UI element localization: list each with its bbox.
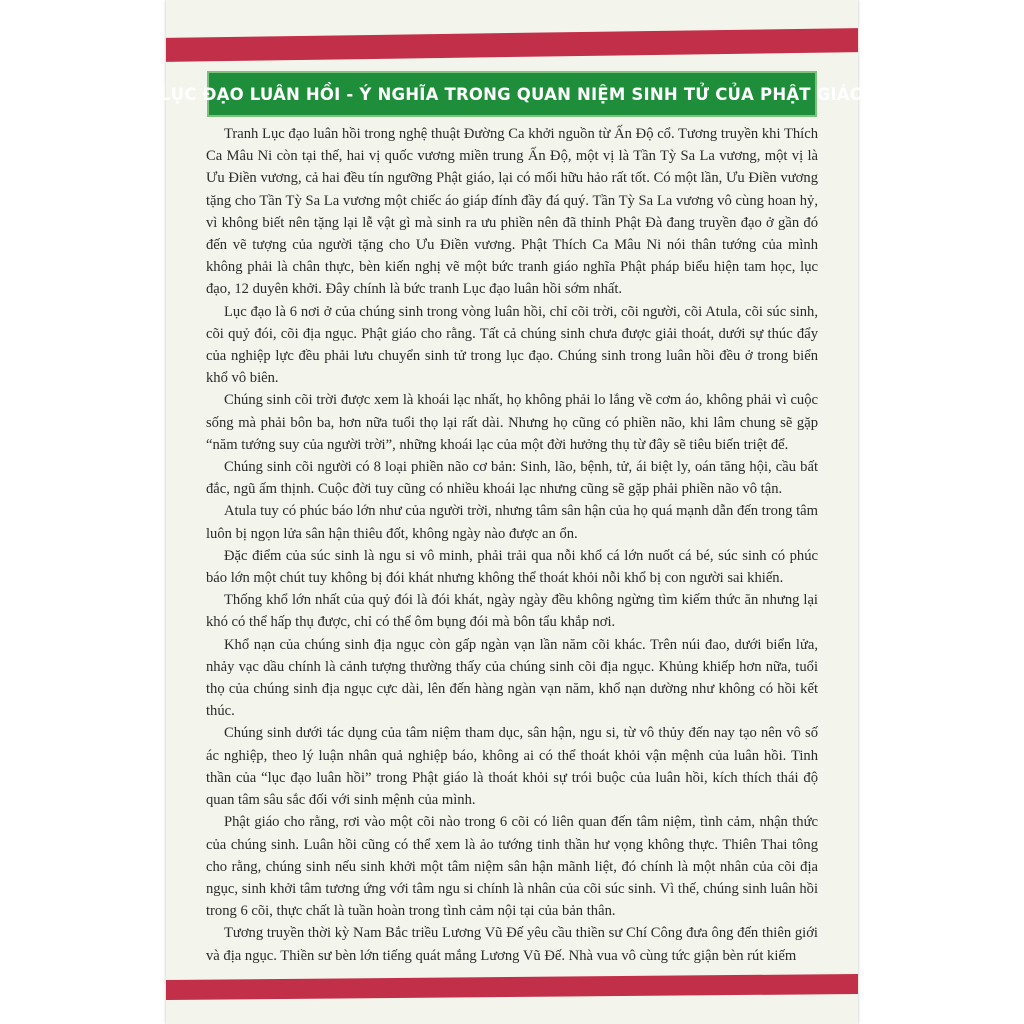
paragraph: Khổ nạn của chúng sinh địa ngục còn gấp ngàn vạn lần năm cõi khác. Trên núi đao, dưới biển lửa, nhảy vạc dầu chính là cảnh tượng thường thấy của chúng sinh cõi địa ngục. Khủng khiếp hơn nữa, tuổi thọ của chúng sinh địa ngục cực dài, lên đến hàng ngàn vạn năm, khổ nạn dường như không có hồi kết thúc. xyxy=(206,636,818,720)
paragraph: Chúng sinh dưới tác dụng của tâm niệm tham dục, sân hận, ngu si, từ vô thủy đến nay tạo nên vô số ác nghiệp, theo lý luận nhân quả nghiệp báo, không ai có thể thoát khỏi vận mệnh của luân hồi. Tinh thần của “lục đạo luân hồi” trong Phật giáo là thoát khỏi sự trói buộc của luân hồi, kích thích thái độ quan tâm sâu sắc đối với sinh mệnh của mình. xyxy=(206,725,818,809)
chapter-title-banner xyxy=(160,71,864,117)
paragraph: Phật giáo cho rằng, rơi vào một cõi nào trong 6 cõi có liên quan đến tâm niệm, tình cảm, nhận thức của chúng sinh. Luân hồi cũng có thể xem là ảo tướng tinh thần hư vọng không thực. Thiên Thai tông cho rằng, chúng sinh nếu sinh khởi một tâm niệm sân hận mãnh liệt, đó chính là một nhân của cõi địa ngục, sinh khởi tâm tương ứng với tâm ngu si chính là nhân của cõi súc sinh. Vì thế, chúng sinh luân hồi trong 6 cõi, thực chất là tuần hoàn trong tình cảm nội tại của bản thân. xyxy=(206,814,818,920)
paragraph: Chúng sinh cõi trời được xem là khoái lạc nhất, họ không phải lo lắng về cơm áo, không phải vì cuộc sống mà phải bôn ba, hơn nữa tuổi thọ lại rất dài. Nhưng họ cũng có phiền não, khi lâm chung sẽ gặp “năm tướng suy của người trời”, những khoái lạc của một đời hưởng thụ từ đây sẽ tiêu biến triệt để. xyxy=(206,392,818,453)
paragraph: Tranh Lục đạo luân hồi trong nghệ thuật Đường Ca khởi nguồn từ Ấn Độ cổ. Tương truyền khi Thích Ca Mâu Ni còn tại thế, hai vị quốc vương miền trung Ấn Độ, một vị là Tần Tỳ Sa La vương, một vị là Ưu Điền vương, cả hai đều tín ngưỡng Phật giáo, lại có mối hữu hảo rất tốt. Có một lần, Ưu Điền vương tặng cho Tần Tỳ Sa La vương một chiếc áo giáp đính đầy đá quý. Tần Tỳ Sa La vương vô cùng hoan hỷ, vì không biết nên tặng lại lễ vật gì mà sinh ra ưu phiền nên đã thỉnh Phật Đà đang truyền đạo ở gần đó đến vẽ tượng của người tặng cho Ưu Điền vương. Phật Thích Ca Mâu Ni nói thân tướng của mình không phải là chân thực, bèn kiến nghị vẽ một bức tranh giáo nghĩa Phật pháp biểu hiện tam học, lục đạo, 12 duyên khởi. Đây chính là bức tranh Lục đạo luân hồi sớm nhất. xyxy=(206,126,818,298)
paragraph: Chúng sinh cõi người có 8 loại phiền não cơ bản: Sinh, lão, bệnh, tử, ái biệt ly, oán tăng hội, cầu bất đắc, ngũ ấm thịnh. Cuộc đời tuy cũng có nhiều khoái lạc nhưng cũng sẽ gặp phải phiền não vô tận. xyxy=(206,459,818,498)
paragraph: Tương truyền thời kỳ Nam Bắc triều Lương Vũ Đế yêu cầu thiền sư Chí Công đưa ông đến thiên giới và địa ngục. Thiền sư bèn lớn tiếng quát mắng Lương Vũ Đế. Nhà vua vô cùng tức giận bèn rút kiếm xyxy=(206,925,818,964)
article-body xyxy=(206,123,818,967)
chapter-title: LỤC ĐẠO LUÂN HỒI - Ý NGHĨA TRONG QUAN NIỆM SINH TỬ CỦA PHẬT GIÁO xyxy=(160,84,864,104)
paragraph: Đặc điểm của súc sinh là ngu si vô minh, phải trải qua nỗi khổ cá lớn nuốt cá bé, súc sinh có phúc báo lớn một chút tuy không bị đói khát nhưng không thể thoát khỏi nỗi khổ bị con người sai khiến. xyxy=(206,547,818,587)
paragraph: Atula tuy có phúc báo lớn như của người trời, nhưng tâm sân hận của họ quá mạnh dẫn đến trong tâm luôn bị ngọn lửa sân hận thiêu đốt, không ngày nào được an ổn. xyxy=(206,503,819,542)
paragraph: Lục đạo là 6 nơi ở của chúng sinh trong vòng luân hồi, chỉ cõi trời, cõi người, cõi Atula, cõi súc sinh, cõi quỷ đói, cõi địa ngục. Phật giáo cho rằng. Tất cả chúng sinh chưa được giải thoát, dưới sự thúc đẩy của nghiệp lực đều phải lưu chuyển sinh tử trong lục đạo. Chúng sinh trong luân hồi đều ở trong biển khổ vô biên. xyxy=(206,303,818,387)
paragraph: Thống khổ lớn nhất của quỷ đói là đói khát, ngày ngày đều không ngừng tìm kiếm thức ăn nhưng lại khó có thể hấp thụ được, chỉ có thể ôm bụng đói mà bôn tẩu khắp nơi. xyxy=(206,592,818,631)
